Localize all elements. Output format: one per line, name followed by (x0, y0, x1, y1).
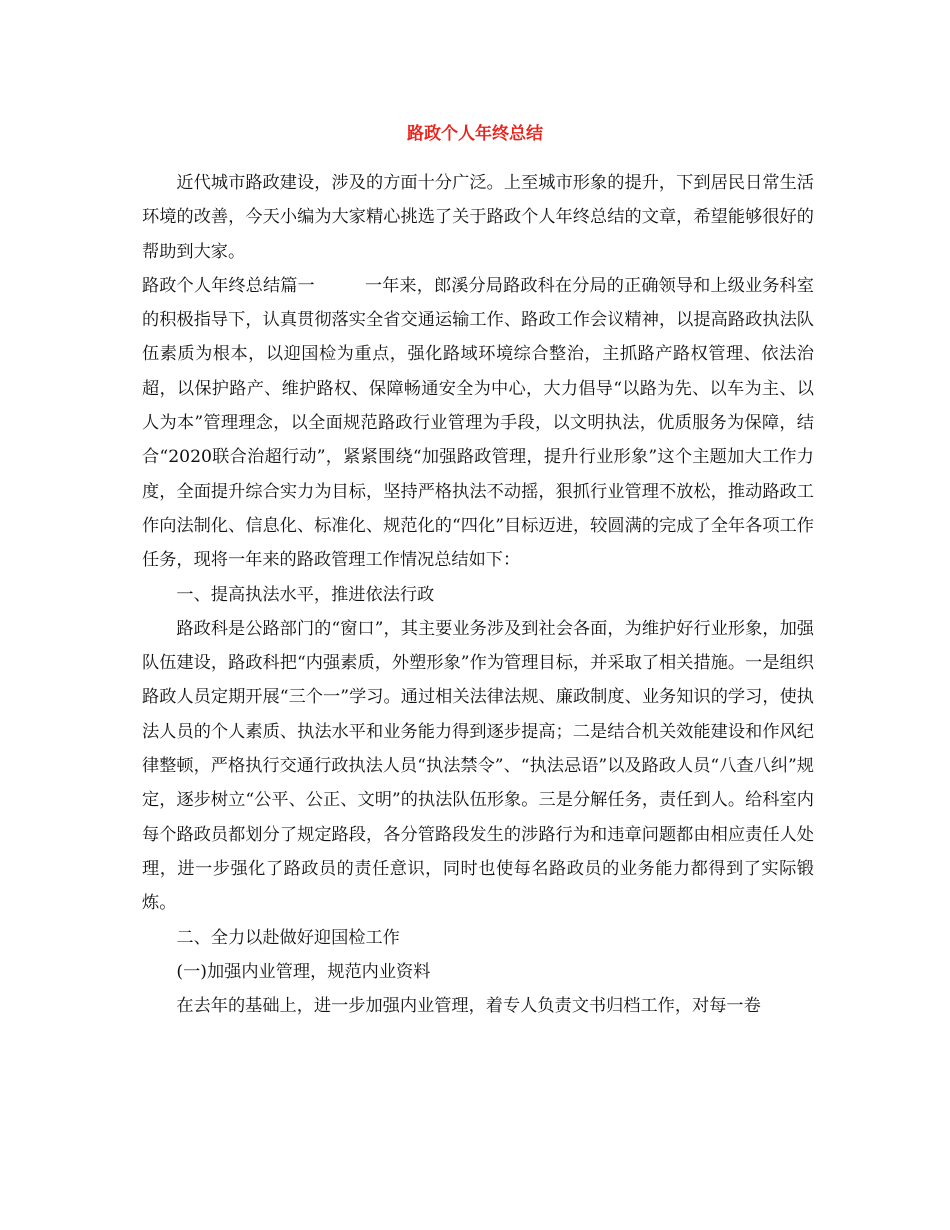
section-one-paragraph: 路政科是公路部门的“窗口”，其主要业务涉及到社会各面，为维护好行业形象，加强队伍建设，路政科把“内强素质，外塑形象”作为管理目标，并采取了相关措施。一是组织路政人员定期开展“三个一”学习。通过相关法律法规、廉政制度、业务知识的学习，使执法人员的个人素质、执法水平和业务能力得到逐步提高；二是结合机关效能建设和作风纪律整顿，严格执行交通行政执法人员“执法禁令”、“执法忌语”以及路政人员“八查八纠”规定，逐步树立“公平、公正、文明”的执法队伍形象。三是分解任务，责任到人。给科室内每个路政员都划分了规定路段，各分管路段发生的涉路行为和违章问题都由相应责任人处理，进一步强化了路政员的责任意识，同时也使每名路政员的业务能力都得到了实际锻炼。 (142, 618, 814, 914)
document-body (142, 166, 814, 1023)
document-title: 路政个人年终总结 (407, 124, 543, 144)
part-one-text: 一年来，郎溪分局路政科在分局的正确领导和上级业务科室的积极指导下，认真贯彻落实全省交通运输工作、路政工作会议精神，以提高路政执法队伍素质为根本，以迎国检为重点，强化路域环境综合整治，主抓路产路权管理、依法治超，以保护路产、维护路权、保障畅通安全为中心，大力倡导“以路为先、以车为主、以人为本”管理理念，以全面规范路政行业管理为手段，以文明执法，优质服务为保障，结合“2020联合治超行动”，紧紧围绕“加强路政管理，提升行业形象”这个主题加大工作力度，全面提升综合实力为目标，坚持严格执法不动摇，狠抓行业管理不放松，推动路政工作向法制化、信息化、标准化、规范化的“四化”目标迈进，较圆满的完成了全年各项工作任务，现将一年来的路政管理工作情况总结如下： (142, 275, 814, 571)
intro-paragraph: 近代城市路政建设，涉及的方面十分广泛。上至城市形象的提升，下到居民日常生活环境的改善，今天小编为大家精心挑选了关于路政个人年终总结的文章，希望能够很好的帮助到大家。 (142, 173, 814, 262)
part-one-paragraph (142, 269, 814, 578)
subsection-one-paragraph: 在去年的基础上，进一步加强内业管理，着专人负责文书归档工作，对每一卷 (176, 996, 761, 1017)
section-one-heading: 一、提高执法水平，推进依法行政 (176, 584, 435, 605)
part-one-heading: 路政个人年终总结篇一 (142, 275, 315, 296)
subsection-one-heading: (一)加强内业管理，规范内业资料 (176, 961, 431, 982)
section-two-heading: 二、全力以赴做好迎国检工作 (176, 927, 400, 948)
